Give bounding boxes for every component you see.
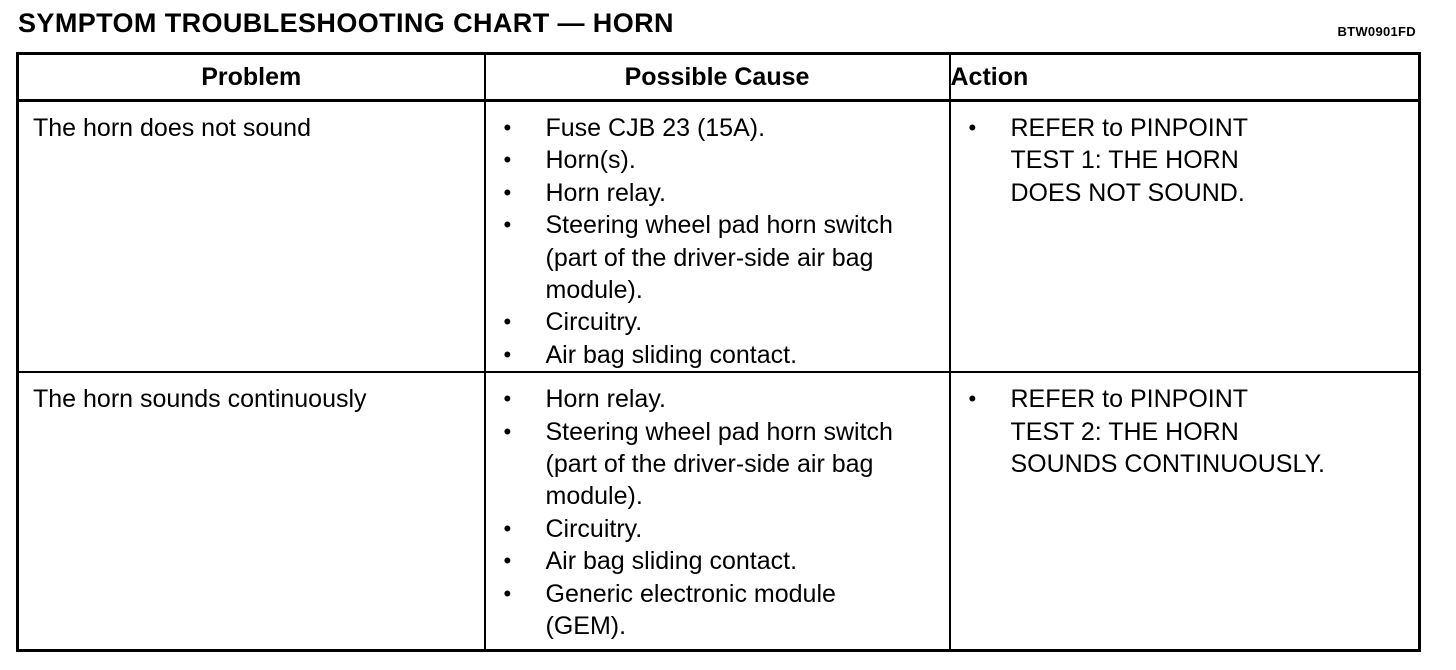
- bullet-icon: •: [503, 515, 512, 541]
- figure-code: BTW0901FD: [1337, 24, 1416, 39]
- bullet-icon: •: [503, 341, 512, 367]
- table-header-row: [18, 54, 1420, 101]
- cause-list: [486, 102, 949, 371]
- column-header-action: Action: [950, 54, 1420, 101]
- action-item: • REFER to PINPOINT TEST 2: THE HORN SOUNDS CONTINUOUSLY.: [968, 385, 1325, 479]
- cause-item: • Horn(s).: [486, 144, 949, 176]
- action-list: [951, 373, 1419, 480]
- cause-item: • Circuitry.: [486, 513, 949, 545]
- problem-text: The horn does not sound: [33, 114, 311, 142]
- cause-list: [486, 373, 949, 642]
- column-header-cause: Possible Cause: [485, 54, 950, 101]
- action-item: • REFER to PINPOINT TEST 1: THE HORN DOES NOT SOUND.: [968, 114, 1249, 207]
- column-header-problem: Problem: [18, 54, 485, 101]
- bullet-icon: •: [968, 115, 977, 140]
- cause-cell: [485, 101, 950, 373]
- problem-cell: [18, 101, 485, 373]
- bullet-icon: •: [503, 179, 512, 205]
- action-cell: [950, 372, 1420, 650]
- chart-title: SYMPTOM TROUBLESHOOTING CHART — HORN: [18, 8, 674, 38]
- action-list: [951, 102, 1419, 209]
- bullet-icon: •: [503, 418, 512, 444]
- bullet-icon: •: [503, 580, 512, 606]
- bullet-icon: •: [503, 212, 512, 238]
- cause-item: • Air bag sliding contact.: [486, 339, 949, 371]
- bullet-icon: •: [503, 115, 512, 140]
- bullet-icon: •: [503, 386, 512, 412]
- action-cell: [950, 101, 1420, 373]
- table-row: [18, 101, 1420, 373]
- bullet-icon: •: [503, 147, 512, 173]
- problem-text: The horn sounds continuously: [33, 385, 367, 414]
- table-row: [18, 372, 1420, 650]
- cause-cell: [485, 372, 950, 650]
- troubleshooting-table: [16, 52, 1421, 652]
- cause-item: • Fuse CJB 23 (15A).: [486, 112, 949, 144]
- cause-item: • Air bag sliding contact.: [486, 545, 949, 577]
- bullet-icon: •: [503, 309, 512, 335]
- cause-item: • Horn relay.: [486, 383, 949, 415]
- cause-item: • Steering wheel pad horn switch (part of the driver-side air bag module).: [503, 417, 893, 511]
- bullet-icon: •: [503, 548, 512, 574]
- problem-cell: [18, 372, 485, 650]
- cause-item: • Horn relay.: [486, 177, 949, 209]
- cause-item: • Steering wheel pad horn switch (part of the driver-side air bag module).: [503, 211, 893, 305]
- bullet-icon: •: [968, 386, 977, 412]
- cause-item: • Circuitry.: [486, 306, 949, 338]
- cause-item: • Generic electronic module (GEM).: [503, 579, 836, 641]
